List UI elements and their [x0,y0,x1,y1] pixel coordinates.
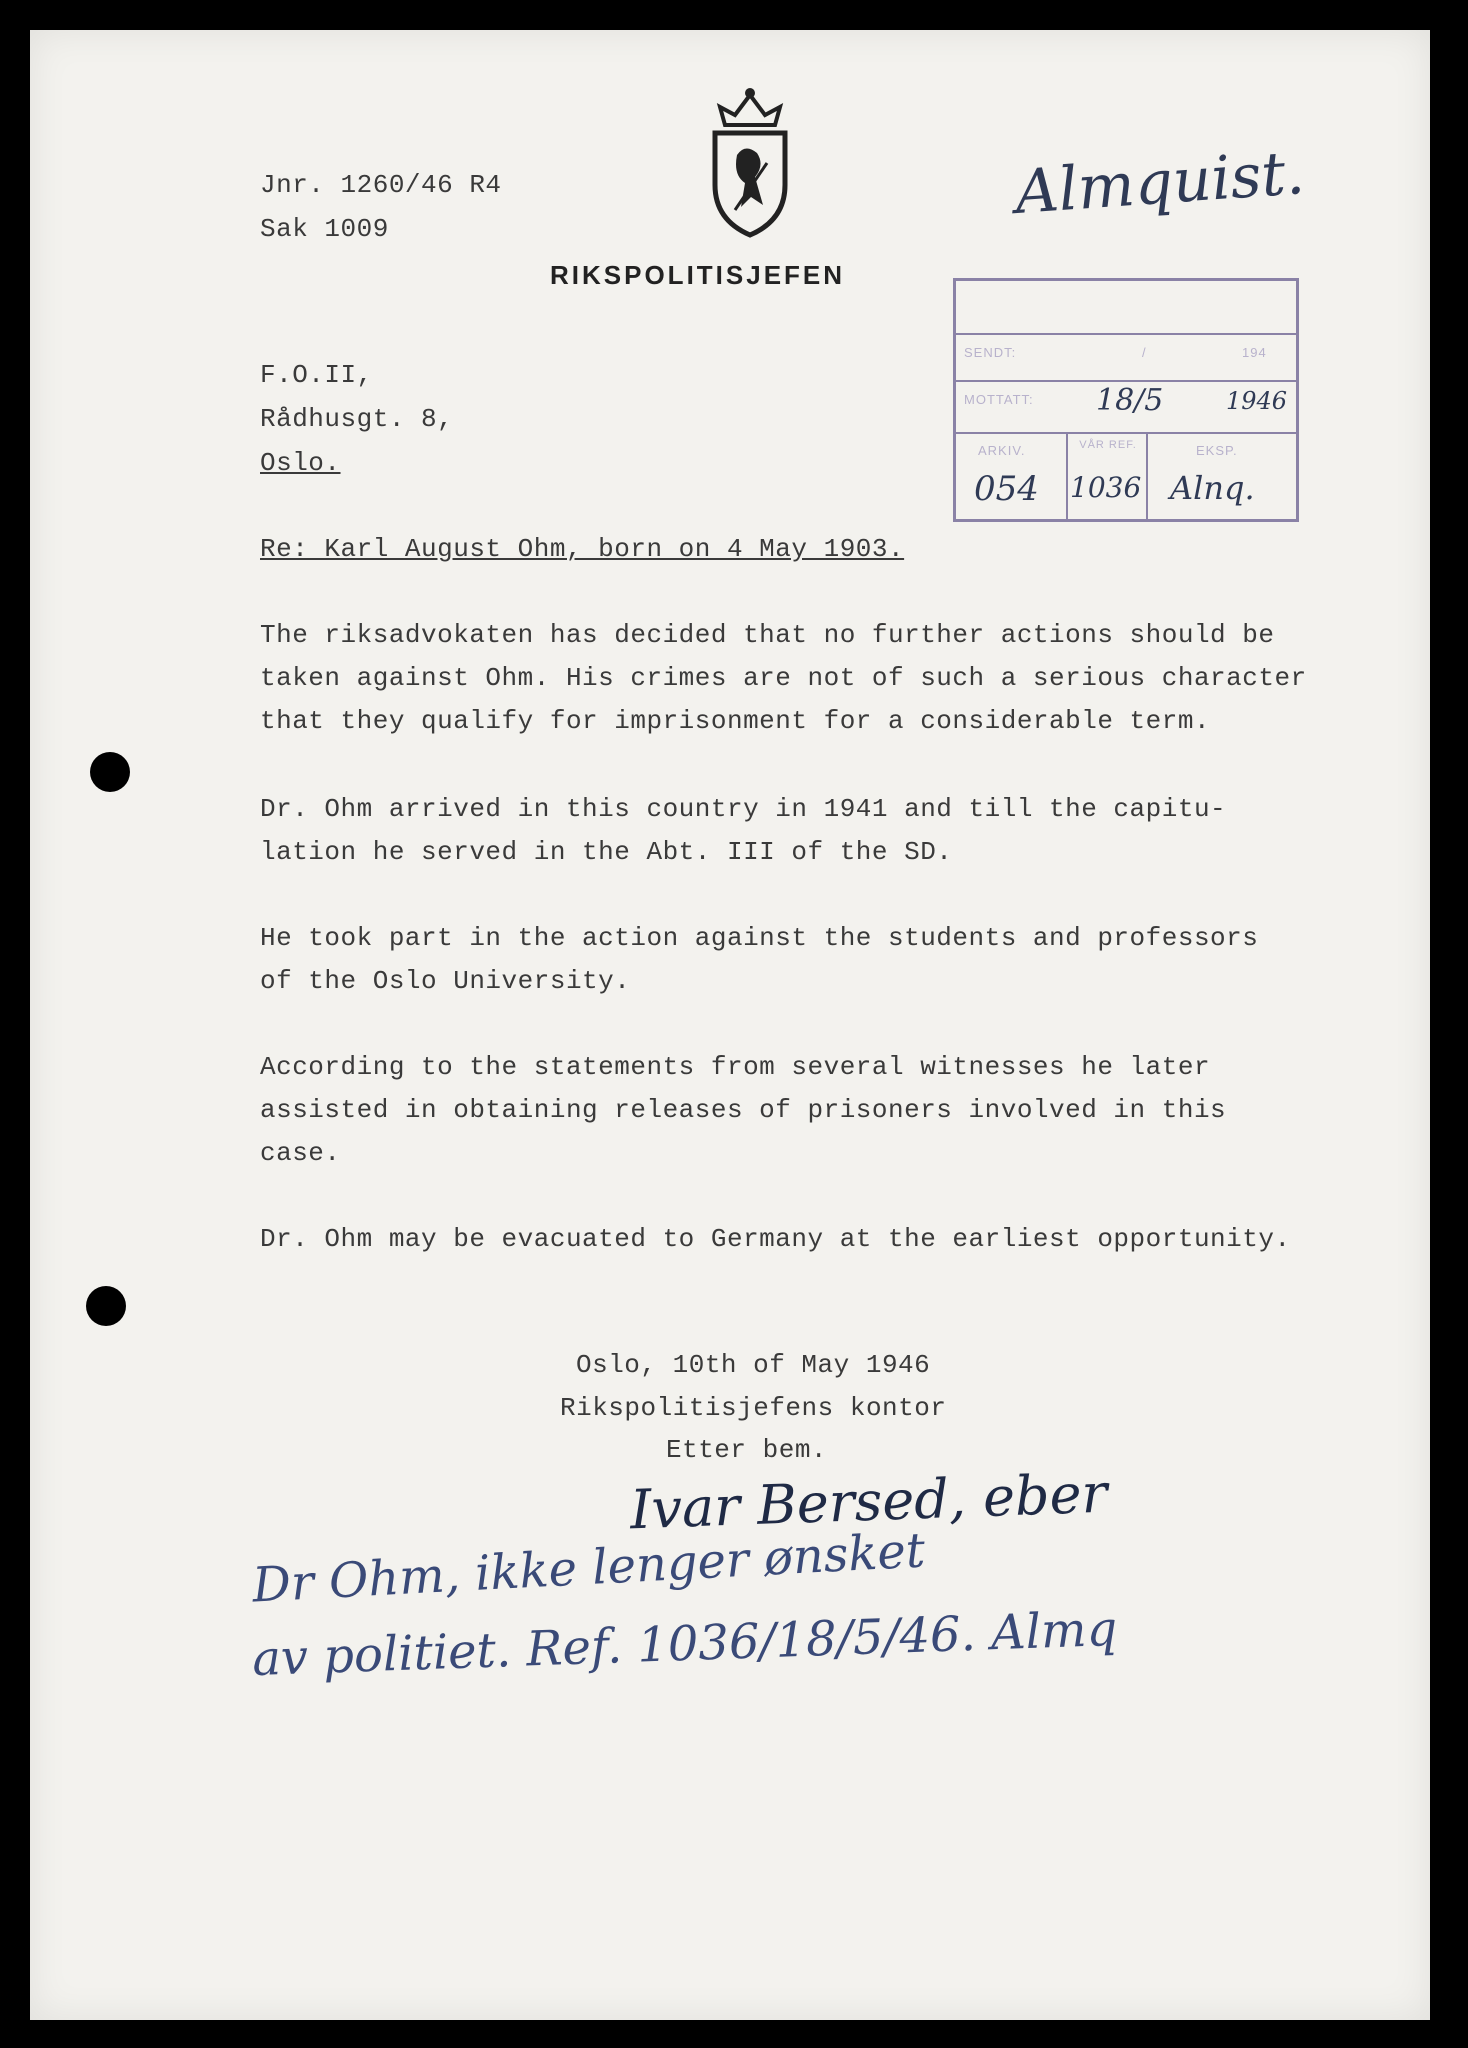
stamp-var-ref-value: 1036 [1070,471,1142,504]
stamp-mottatt-year: 1946 [1226,387,1288,415]
stamp-sendt-value: / [1142,345,1147,360]
body-p3-line-2: of the Oslo University. [260,966,631,996]
signature: Ivar Bersed, eber [629,1461,1109,1542]
handwritten-note-line-2: av politiet. Ref. 1036/18/5/46. Almq [251,1600,1119,1688]
body-p3-line-1: He took part in the action against the students and professors [260,923,1259,953]
body-p4-line-2: assisted in obtaining releases of prisoners involved in this [260,1095,1227,1125]
address-line-3: Oslo. [260,448,341,478]
body-p4-line-1: According to the statements from several witnesses he later [260,1052,1211,1082]
stamp-var-ref-label: VÅR REF. [1079,439,1137,451]
letter-page [30,30,1430,2020]
norwegian-coat-of-arms-icon [695,85,805,240]
closing-office: Rikspolitisjefens kontor [560,1393,947,1423]
stamp-sendt-year: 194 [1242,345,1267,360]
stamp-arkiv-label: ARKIV. [978,443,1026,458]
subject-line: Re: Karl August Ohm, born on 4 May 1903. [260,534,905,564]
body-p1-line-3: that they qualify for imprisonment for a considerable term. [260,706,1211,736]
stamp-arkiv-value: 054 [974,469,1039,509]
journal-number: Jnr. 1260/46 R4 [260,170,502,200]
closing-place-date: Oslo, 10th of May 1946 [576,1350,931,1380]
body-p1-line-1: The riksadvokaten has decided that no further actions should be [260,620,1275,650]
stamp-mottatt-value: 18/5 [1096,383,1164,418]
stamp-eksp-label: EKSP. [1196,443,1238,458]
punch-hole-top [90,752,130,792]
handwritten-note-line-1: Dr Ohm, ikke lenger ønsket [250,1522,927,1614]
stamp-mottatt-label: MOTTATT: [964,392,1034,407]
case-number: Sak 1009 [260,214,389,244]
closing-etter-bem: Etter bem. [666,1435,828,1465]
punch-hole-bottom [86,1286,126,1326]
received-stamp [953,278,1299,522]
address-line-1: F.O.II, [260,360,373,390]
stamp-eksp-value: Alnq. [1170,469,1255,507]
body-p5-line-1: Dr. Ohm may be evacuated to Germany at the earliest opportunity. [260,1224,1291,1254]
body-p4-line-3: case. [260,1138,341,1168]
letterhead-title: RIKSPOLITISJEFEN [550,260,846,290]
body-p2-line-1: Dr. Ohm arrived in this country in 1941 and till the capitu- [260,794,1227,824]
handwritten-name-top: Almquist. [1012,137,1307,229]
address-line-2: Rådhusgt. 8, [260,404,454,434]
body-p1-line-2: taken against Ohm. His crimes are not of such a serious character [260,663,1307,693]
stamp-sendt-label: SENDT: [964,345,1017,360]
body-p2-line-2: lation he served in the Abt. III of the SD. [260,837,953,867]
